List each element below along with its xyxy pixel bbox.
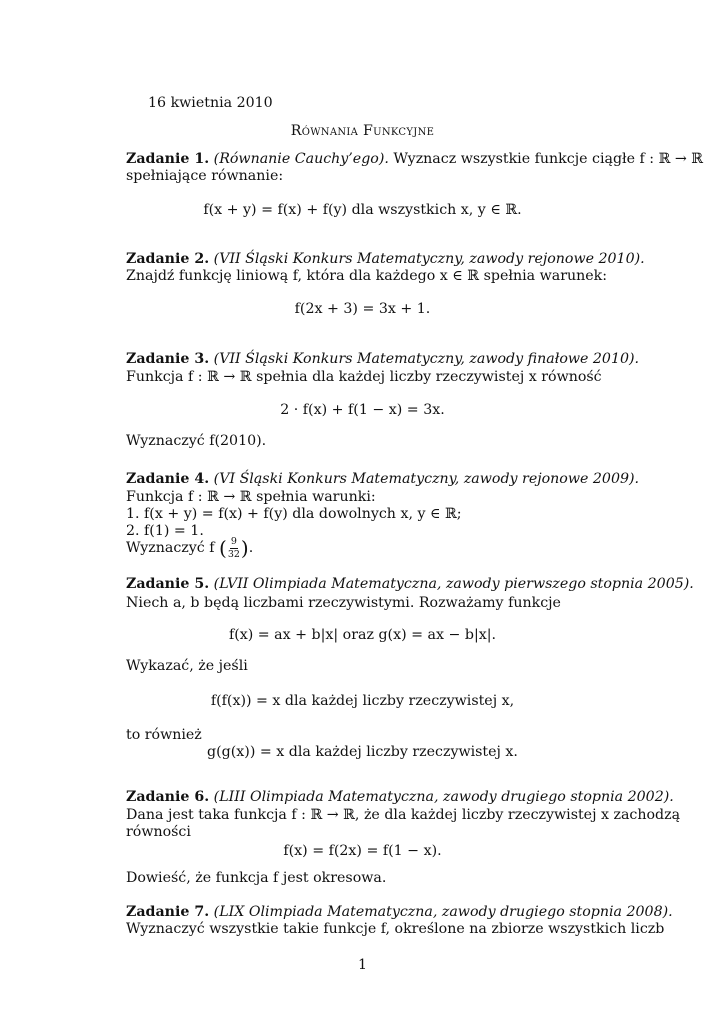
problem-3-header (126, 352, 639, 366)
problem-source: (LIX Olimpiada Matematyczna, zawody drugiego stopnia 2008). (213, 904, 673, 920)
problem-source: (VI Śląski Konkurs Matematyczny, zawody rejonowe 2009). (213, 471, 640, 487)
problem-source: (VII Śląski Konkurs Matematyczny, zawody rejonowe 2010). (213, 251, 645, 267)
problem-text: Dana jest taka funkcja f : ℝ → ℝ, że dla każdej liczby rzeczywistej x zachodzą (126, 807, 681, 823)
problem-source: (LIII Olimpiada Matematyczna, zawody drugiego stopnia 2002). (213, 789, 674, 805)
problem-source: (Równanie Cauchy’ego). (213, 151, 389, 167)
problem-text: . (248, 540, 254, 556)
problem-text: Dowieść, że funkcja f jest okresowa. (126, 870, 387, 886)
problem-text: Funkcja f : ℝ → ℝ spełnia dla każdej liczby rzeczywistej x równość (126, 369, 602, 385)
problem-text: Wyznacz wszystkie funkcje ciągłe f : ℝ → ℝ (393, 151, 704, 167)
problem-source: (LVII Olimpiada Matematyczna, zawody pierwszego stopnia 2005). (213, 576, 694, 592)
problem-formula: f(x) = f(2x) = f(1 − x). (283, 843, 442, 859)
problem-text: równości (126, 824, 191, 840)
problem-formula: 2 · f(x) + f(1 − x) = 3x. (280, 402, 445, 418)
problem-label: Zadanie 3. (126, 351, 210, 367)
problem-text: 1. f(x + y) = f(x) + f(y) dla dowolnych x, y ∈ ℝ; (126, 506, 462, 522)
problem-label: Zadanie 5. (126, 576, 210, 592)
problem-label: Zadanie 6. (126, 789, 210, 805)
problem-formula: f(2x + 3) = 3x + 1. (294, 301, 431, 317)
problem-formula: f(x) = ax + b|x| oraz g(x) = ax − b|x|. (228, 627, 497, 643)
problem-label: Zadanie 2. (126, 251, 210, 267)
problem-text: Znajdź funkcję liniową f, która dla każdego x ∈ ℝ spełnia warunek: (126, 268, 608, 284)
problem-text: Wyznaczyć wszystkie takie funkcje f, określone na zbiorze wszystkich liczb (126, 921, 665, 937)
problem-7-header (126, 905, 673, 919)
problem-label: Zadanie 7. (126, 904, 210, 920)
page-number: 1 (357, 957, 368, 973)
problem-1-header (126, 152, 703, 166)
problem-text: Funkcja f : ℝ → ℝ spełnia warunki: (126, 489, 376, 505)
problem-4-header (126, 472, 639, 486)
fraction-denominator: 32 (227, 548, 240, 560)
problem-formula: f(x + y) = f(x) + f(y) dla wszystkich x, y ∈ ℝ. (203, 202, 522, 218)
problem-6-header (126, 790, 674, 804)
problem-formula: g(g(x)) = x dla każdej liczby rzeczywistej x. (207, 744, 518, 760)
problem-source: (VII Śląski Konkurs Matematyczny, zawody finałowe 2010). (213, 351, 640, 367)
problem-2-header (126, 252, 645, 266)
problem-text: Niech a, b będą liczbami rzeczywistymi. Rozważamy funkcje (126, 595, 561, 611)
problem-text: Wykazać, że jeśli (126, 658, 248, 674)
problem-label: Zadanie 1. (126, 151, 210, 167)
problem-text: Wyznaczyć f(2010). (126, 433, 267, 449)
problem-4-question: Wyznaczyć f ( $\frac{9}{32}$ ). (126, 536, 254, 560)
problem-formula: f(f(x)) = x dla każdej liczby rzeczywistej x, (210, 693, 515, 709)
problem-text: to również (126, 727, 202, 743)
problem-text: 2. f(1) = 1. (126, 523, 204, 539)
fraction-numerator: 9 (230, 536, 237, 547)
problem-text: spełniające równanie: (126, 168, 284, 184)
problem-5-header (126, 577, 694, 591)
fraction (228, 537, 240, 559)
document-title: Równania Funkcyjne (290, 123, 435, 139)
document-date: 16 kwietnia 2010 (148, 95, 273, 111)
problem-text: Wyznaczyć f (126, 540, 215, 556)
problem-label: Zadanie 4. (126, 471, 210, 487)
